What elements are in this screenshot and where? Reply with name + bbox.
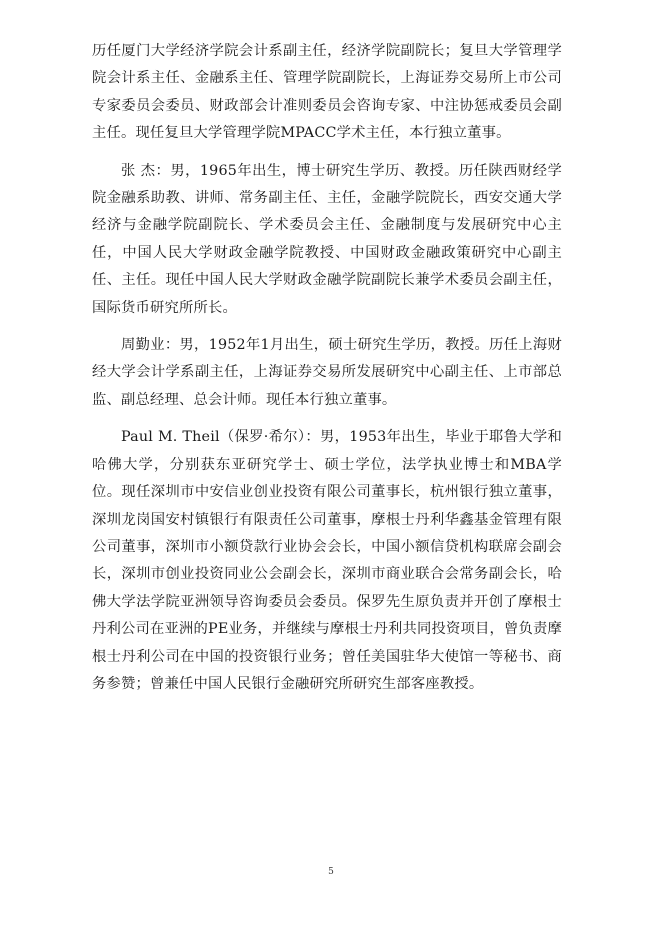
body-text bbox=[92, 38, 562, 708]
paragraph-bio-zhou-qinye: 周勤业：男，1952年1月出生，硕士研究生学历，教授。历任上海财经大学会计学系副主任，上海证券交易所发展研究中心副主任、上市部总监、副总经理、总会计师。现任本行独立董事。 bbox=[92, 337, 562, 408]
paragraph-bio-continuation: 历任厦门大学经济学院会计系副主任，经济学院副院长；复旦大学管理学院会计系主任、金融系主任、管理学院副院长，上海证券交易所上市公司专家委员会委员、财政部会计准则委员会咨询专家、中注协惩戒委员会副主任。现任复旦大学管理学院MPACC学术主任，本行独立董事。 bbox=[92, 43, 562, 142]
paragraph-bio-paul-theil: Paul M. Theil（保罗·希尔）：男，1953年出生，毕业于耶鲁大学和哈佛大学，分别获东亚研究学士、硕士学位，法学执业博士和MBA学位。现任深圳市中安信业创业投资有限公司董事长，杭州银行独立董事，深圳龙岗国安村镇银行有限责任公司董事，摩根士丹利华鑫基金管理有限公司董事，深圳市小额贷款行业协会会长，中国小额信贷机构联席会副会长，深圳市创业投资同业公会副会长，深圳市商业联合会常务副会长，哈佛大学法学院亚洲领导咨询委员会委员。保罗先生原负责并开创了摩根士丹利公司在亚洲的PE业务，并继续与摩根士丹利共同投资项目，曾负责摩根士丹利公司在中国的投资银行业务；曾任美国驻华大使馆一等秘书、商务参赞；曾兼任中国人民银行金融研究所研究生部客座教授。 bbox=[92, 429, 562, 692]
paragraph-bio-zhang-jie: 张 杰：男，1965年出生，博士研究生学历、教授。历任陕西财经学院金融系助教、讲师、常务副主任、主任，金融学院院长，西安交通大学经济与金融学院副院长、学术委员会主任、金融制度与发展研究中心主任，中国人民大学财政金融学院教授、中国财政金融政策研究中心副主任、主任。现任中国人民大学财政金融学院副院长兼学术委员会副主任，国际货币研究所所长。 bbox=[92, 162, 562, 316]
page-number: 5 bbox=[328, 867, 334, 877]
